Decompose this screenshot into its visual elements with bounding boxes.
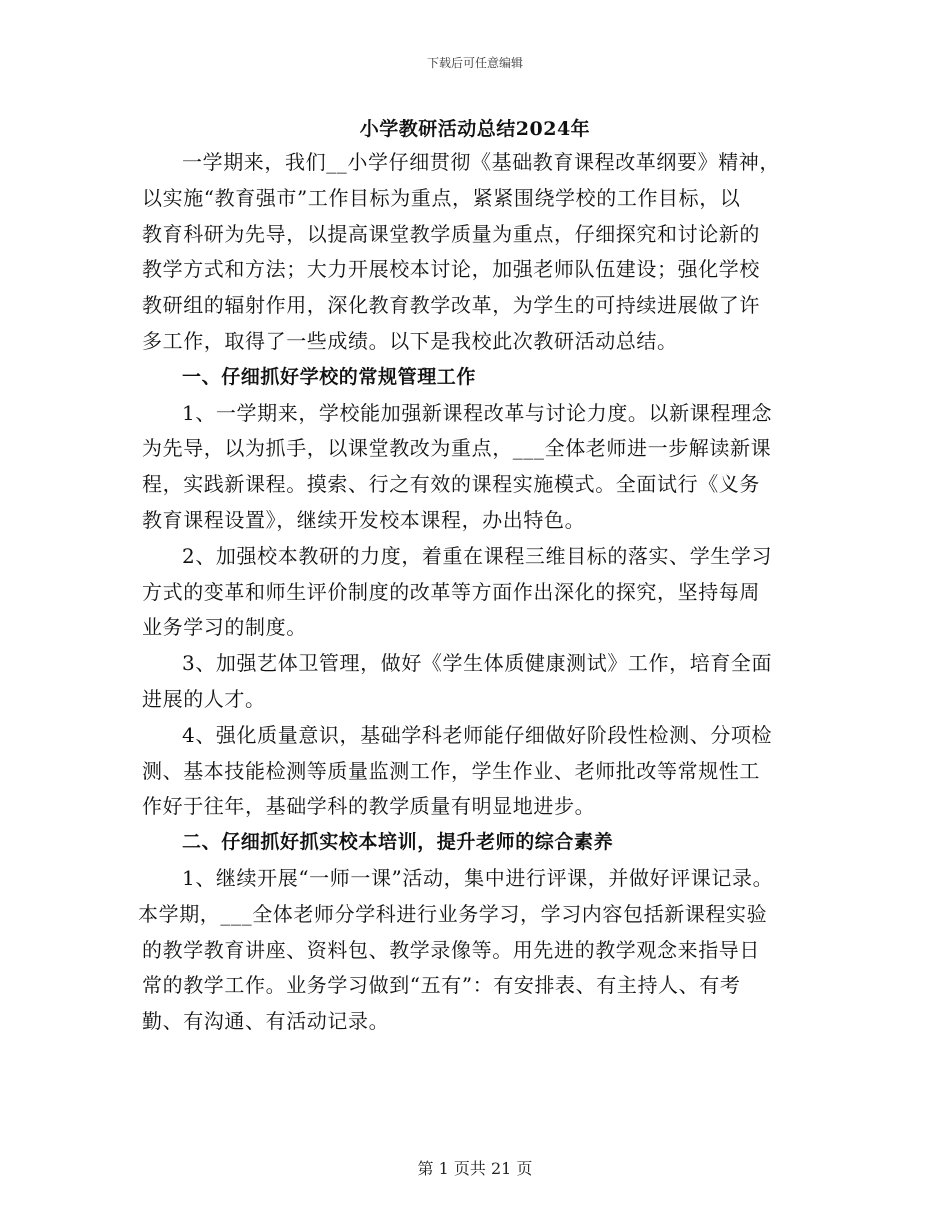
body-text-line: 本学期，___全体老师分学科进行业务学习，学习内容包括新课程实验 — [138, 901, 768, 926]
body-text-line: 教学方式和方法；大力开展校本讨论，加强老师队伍建设；强化学校 — [142, 257, 760, 282]
section-heading: 二、仔细抓好抓实校本培训，提升老师的综合素养 — [182, 831, 614, 854]
body-text-line: 教育科研为先导，以提高课堂教学质量为重点，仔细探究和讨论新的 — [142, 221, 760, 246]
body-text-line: 一学期来，我们__小学仔细贯彻《基础教育课程改革纲要》精神， — [182, 150, 780, 174]
page-number-footer: 第 1 页共 21 页 — [417, 1159, 533, 1178]
body-text-line: 程，实践新课程。摸索、行之有效的课程实施模式。全面试行《义务 — [142, 472, 760, 497]
body-text-line: 1、继续开展“一师一课”活动，集中进行评课，并做好评课记录。 — [182, 865, 774, 890]
document-body — [138, 145, 822, 1040]
body-text-line: 1、一学期来，学校能加强新课程改革与讨论力度。以新课程理念 — [182, 400, 773, 425]
body-text-line: 进展的人才。 — [142, 686, 266, 711]
body-text-line: 4、强化质量意识，基础学科老师能仔细做好阶段性检测、分项检 — [182, 722, 773, 747]
section-heading: 一、仔细抓好学校的常规管理工作 — [182, 365, 477, 388]
body-text-line: 3、加强艺体卫管理，做好《学生体质健康测试》工作，培育全面 — [182, 651, 773, 676]
header-note: 下载后可任意编辑 — [426, 56, 523, 70]
body-text-line: 多工作，取得了一些成绩。以下是我校此次教研活动总结。 — [142, 328, 678, 353]
body-text-line: 以实施“教育强市”工作目标为重点，紧紧围绕学校的工作目标，以 — [142, 185, 741, 210]
body-text-line: 的教学教育讲座、资料包、教学录像等。用先进的教学观念来指导日 — [142, 937, 760, 962]
body-text-line: 2、加强校本教研的力度，着重在课程三维目标的落实、学生学习 — [182, 543, 773, 568]
document-title: 小学教研活动总结2024年 — [359, 118, 591, 140]
body-text-line: 常的教学工作。业务学习做到“五有”：有安排表、有主持人、有考 — [142, 973, 741, 998]
body-text-line: 作好于往年，基础学科的教学质量有明显地进步。 — [142, 794, 596, 819]
body-text-line: 教育课程设置》，继续开发校本课程，办出特色。 — [142, 507, 586, 532]
body-text-line: 勤、有沟通、有活动记录。 — [142, 1009, 390, 1034]
body-text-line: 方式的变革和师生评价制度的改革等方面作出深化的探究，坚持每周 — [142, 579, 760, 604]
body-text-line: 测、基本技能检测等质量监测工作，学生作业、老师批改等常规性工 — [142, 758, 760, 783]
body-text-line: 业务学习的制度。 — [142, 615, 307, 640]
body-text-line: 教研组的辐射作用，深化教育教学改革，为学生的可持续进展做了许 — [142, 293, 760, 318]
body-text-line: 为先导，以为抓手，以课堂教改为重点，___全体老师进一步解读新课 — [142, 436, 772, 461]
